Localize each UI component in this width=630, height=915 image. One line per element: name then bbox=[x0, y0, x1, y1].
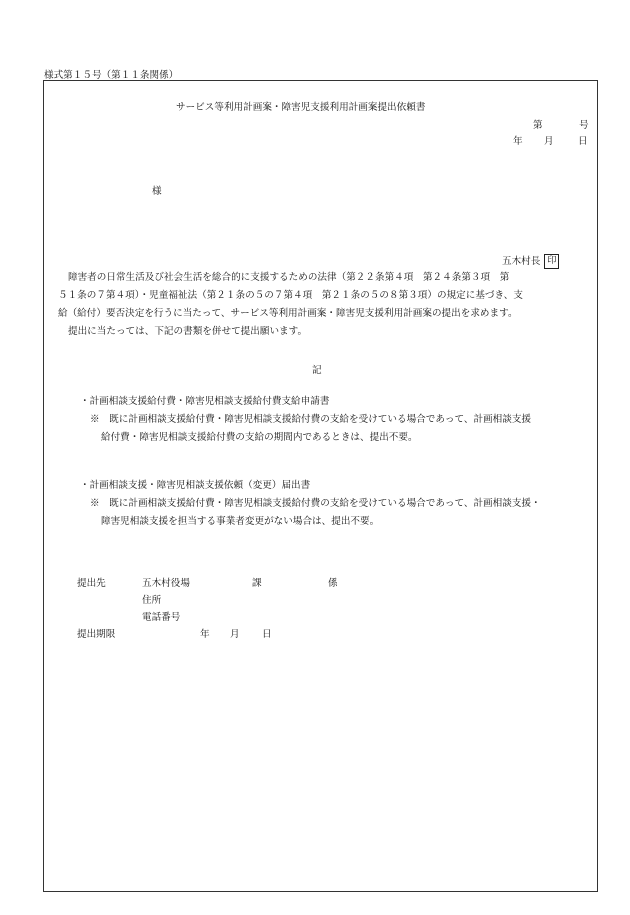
body-line-2: ５１条の７第４項）・児童福祉法（第２１条の５の７第４項 第２１条の５の８第３項）の規定に基づき、支 bbox=[58, 290, 523, 301]
doc-number-dai: 第 bbox=[533, 120, 543, 131]
ki-heading: 記 bbox=[312, 365, 322, 376]
body-line-1: 障害者の日常生活及び社会生活を総合的に支援するための法律（第２２条第４項 第２４条第３項 第 bbox=[68, 272, 510, 283]
item1-title: ・計画相談支援給付費・障害児相談支援給付費支給申請書 bbox=[80, 396, 330, 407]
body-line-4: 提出に当たっては、下記の書類を併せて提出願います。 bbox=[68, 326, 308, 337]
issue-date-day: 日 bbox=[578, 136, 588, 147]
deadline-year: 年 bbox=[200, 629, 210, 640]
deadline-month: 月 bbox=[230, 629, 240, 640]
item2-note-line2: 障害児相談支援を担当する事業者変更がない場合は、提出不要。 bbox=[101, 516, 380, 527]
item1-note-line1: ※ 既に計画相談支援給付費・障害児相談支援給付費の支給を受けている場合であって、計画相談支援 bbox=[90, 414, 532, 425]
form-number-label: 様式第１５号（第１１条関係） bbox=[44, 70, 179, 81]
submit-phone-label: 電話番号 bbox=[142, 612, 181, 623]
item2-title: ・計画相談支援・障害児相談支援依頼（変更）届出書 bbox=[80, 480, 311, 491]
doc-number-go: 号 bbox=[579, 120, 589, 131]
submit-to-kakari: 係 bbox=[328, 578, 338, 589]
issuer-line bbox=[502, 253, 559, 269]
submit-to-office: 五木村役場 bbox=[142, 578, 190, 589]
deadline-label: 提出期限 bbox=[77, 629, 116, 640]
request-body bbox=[58, 269, 586, 341]
seal-box: 印 bbox=[544, 254, 559, 269]
body-line-3: 給（給付）要否決定を行うに当たって、サービス等利用計画案・障害児支援利用計画案の提出を求めます。 bbox=[58, 308, 518, 319]
item1-note-line2: 給付費・障害児相談支援給付費の支給の期間内であるときは、提出不要。 bbox=[101, 432, 418, 443]
submit-to-label: 提出先 bbox=[77, 578, 106, 589]
issue-date-year: 年 bbox=[513, 136, 523, 147]
submit-address-label: 住所 bbox=[142, 595, 162, 606]
addressee-sama: 様 bbox=[152, 186, 162, 197]
issuer-name: 五木村長 bbox=[502, 256, 541, 267]
deadline-day: 日 bbox=[262, 629, 272, 640]
issue-date-month: 月 bbox=[544, 136, 554, 147]
item2-note-line1: ※ 既に計画相談支援給付費・障害児相談支援給付費の支給を受けている場合であって、計画相談支援・ bbox=[90, 498, 541, 509]
form-title: サービス等利用計画案・障害児支援利用計画案提出依頼書 bbox=[176, 102, 426, 113]
submit-to-ka: 課 bbox=[252, 578, 262, 589]
